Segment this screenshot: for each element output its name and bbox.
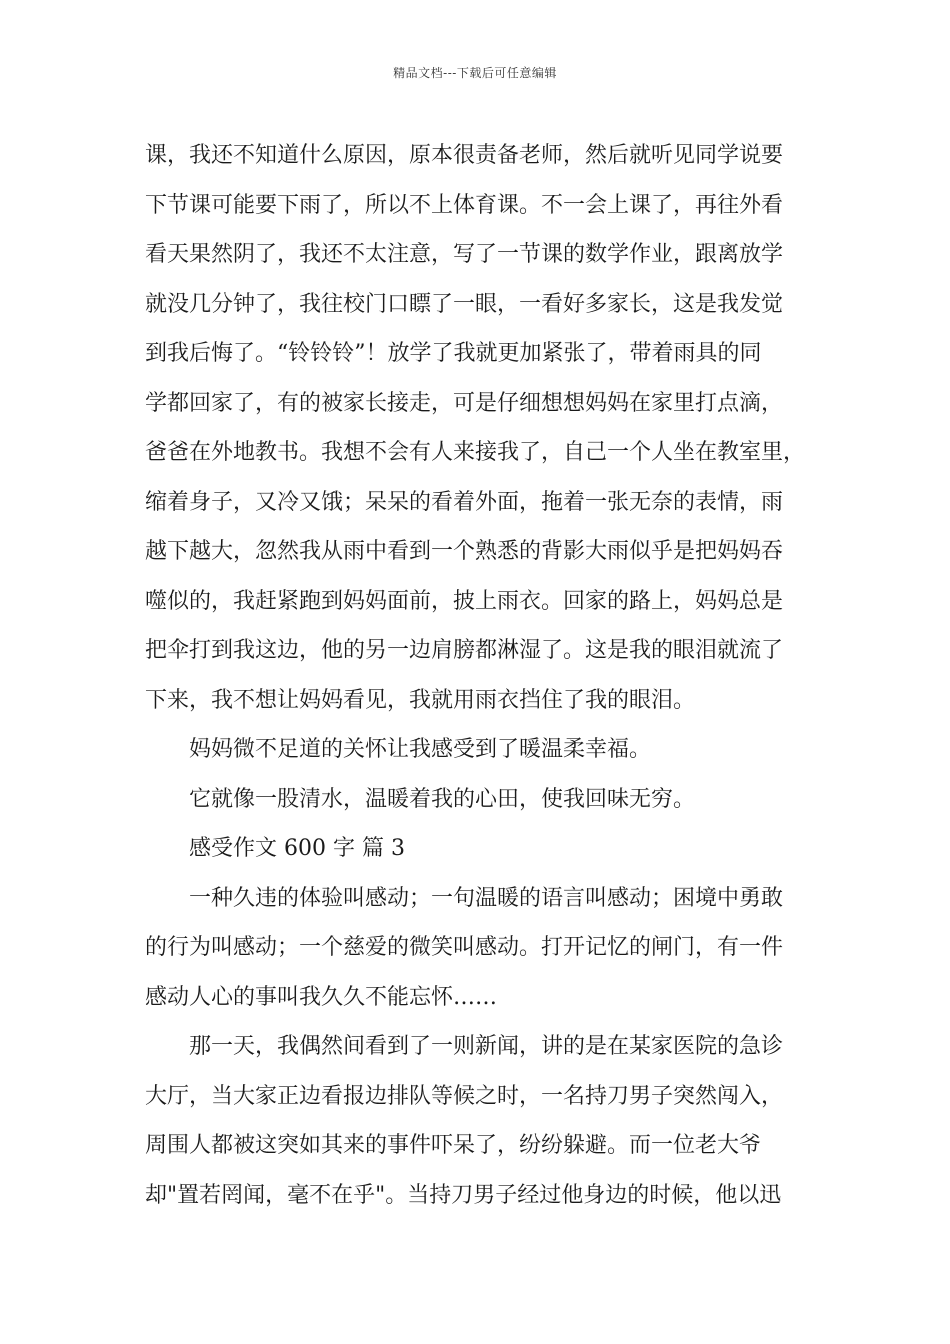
text-line: 大厅，当大家正边看报边排队等候之时，一名持刀男子突然闯入，	[145, 1083, 784, 1109]
text-line: 看天果然阴了，我还不太注意，写了一节课的数学作业，跟离放学	[145, 242, 784, 267]
page-header: 精品文档---下载后可任意编辑	[393, 66, 557, 80]
text-line: 噬似的，我赶紧跑到妈妈面前，披上雨衣。回家的路上，妈妈总是	[145, 588, 784, 614]
text-line: 把伞打到我这边，他的另一边肩膀都淋湿了。这是我的眼泪就流了	[145, 638, 784, 663]
text-line: 爸爸在外地教书。我想不会有人来接我了，自己一个人坐在教室里，	[145, 440, 806, 465]
text-line: 感动人心的事叫我久久不能忘怀……	[145, 984, 498, 1010]
text-line: 感受作文 600 字 篇 3	[189, 836, 405, 861]
text-line: 下来，我不想让妈妈看见，我就用雨衣挡住了我的眼泪。	[145, 687, 696, 713]
text-line: 它就像一股清水，温暖着我的心田，使我回味无穷。	[189, 786, 696, 812]
text-line: 到我后悔了。“铃铃铃”！放学了我就更加紧张了，带着雨具的同	[145, 341, 762, 366]
document-body	[145, 131, 825, 1220]
text-line: 的行为叫感动；一个慈爱的微笑叫感动。打开记忆的闸门，有一件	[145, 935, 784, 960]
text-line: 就没几分钟了，我往校门口瞟了一眼，一看好多家长，这是我发觉	[145, 291, 784, 317]
text-line: 下节课可能要下雨了，所以不上体育课。不一会上课了，再往外看	[145, 192, 784, 218]
text-line: 缩着身子，又冷又饿；呆呆的看着外面，拖着一张无奈的表情，雨	[145, 489, 784, 515]
text-line: 越下越大，忽然我从雨中看到一个熟悉的背影大雨似乎是把妈妈吞	[145, 539, 784, 564]
text-line: 学都回家了，有的被家长接走，可是仔细想想妈妈在家里打点滴，	[145, 390, 784, 416]
text-line: 周围人都被这突如其来的事件吓呆了，纷纷躲避。而一位老大爷	[145, 1133, 762, 1158]
text-line: 一种久违的体验叫感动；一句温暖的语言叫感动；困境中勇敢	[189, 885, 784, 911]
text-line: 却"置若罔闻，毫不在乎"。当持刀男子经过他身边的时候，他以迅	[145, 1182, 782, 1208]
text-line: 课，我还不知道什么原因，原本很责备老师，然后就听见同学说要	[145, 143, 784, 168]
text-line: 那一天，我偶然间看到了一则新闻，讲的是在某家医院的急诊	[189, 1034, 784, 1059]
text-line: 妈妈微不足道的关怀让我感受到了暖温柔幸福。	[189, 737, 652, 762]
